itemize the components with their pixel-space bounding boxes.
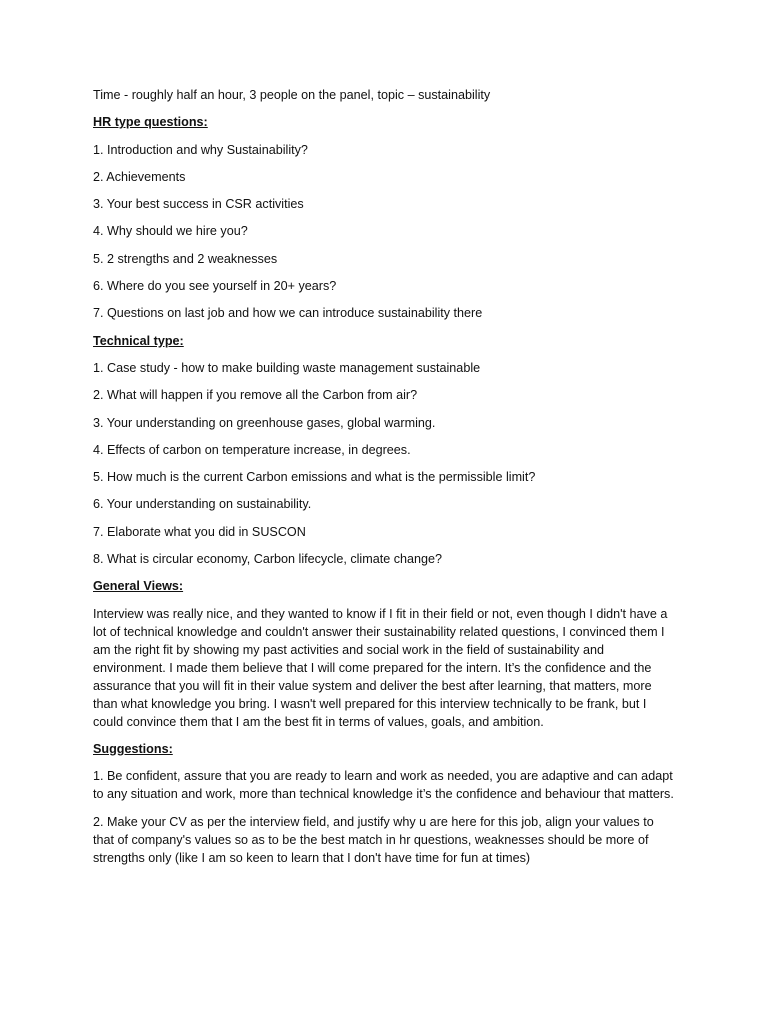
general-views-paragraph: Interview was really nice, and they wanted to know if I fit in their field or not, even though I didn't have a lot of technical knowledge and couldn't answer their sustainability related questions, I convinced them I am the right fit by showing my past activities and social work in the field of sustainability and environment. I made them believe that I will come prepared for the intern. It’s the confidence and the assurance that you will fit in their value system and deliver the best after learning, that matters, more than what knowledge you bring. I wasn't well prepared for this interview technically to be frank, but I could convince them that I am the best fit in terms of values, goals, and ambition.	[93, 606, 668, 729]
technical-question-3: 3. Your understanding on greenhouse gases, global warming.	[93, 415, 436, 430]
hr-question-4: 4. Why should we hire you?	[93, 224, 248, 239]
hr-question-5: 5. 2 strengths and 2 weaknesses	[93, 251, 278, 266]
technical-question-1: 1. Case study - how to make building waste management sustainable	[93, 360, 481, 375]
intro-line: Time - roughly half an hour, 3 people on the panel, topic – sustainability	[93, 88, 491, 102]
hr-question-1: 1. Introduction and why Sustainability?	[93, 142, 308, 157]
technical-question-5: 5. How much is the current Carbon emissions and what is the permissible limit?	[93, 470, 536, 485]
technical-questions-heading: Technical type:	[93, 333, 184, 348]
hr-question-7: 7. Questions on last job and how we can introduce sustainability there	[93, 306, 483, 321]
technical-question-8: 8. What is circular economy, Carbon lifecycle, climate change?	[93, 552, 443, 567]
technical-question-4: 4. Effects of carbon on temperature increase, in degrees.	[93, 442, 411, 457]
hr-question-3: 3. Your best success in CSR activities	[93, 197, 304, 212]
suggestion-1: 1. Be confident, assure that you are ready to learn and work as needed, you are adaptive and can adapt to any situation and work, more than technical knowledge it’s the confidence and behaviour that matters.	[93, 769, 674, 802]
suggestions-heading: Suggestions:	[93, 741, 173, 756]
technical-question-6: 6. Your understanding on sustainability.	[93, 497, 312, 512]
technical-question-7: 7. Elaborate what you did in SUSCON	[93, 524, 306, 539]
hr-question-6: 6. Where do you see yourself in 20+ years?	[93, 279, 337, 294]
general-views-heading: General Views:	[93, 579, 184, 594]
technical-question-2: 2. What will happen if you remove all the Carbon from air?	[93, 388, 418, 403]
document-page	[93, 86, 683, 876]
suggestion-2: 2. Make your CV as per the interview field, and justify why u are here for this job, align your values to that of company's values so as to be the best match in hr questions, weaknesses should be more of strengths only (like I am so keen to learn that I don't have time for fun at times)	[93, 814, 654, 865]
hr-questions-heading: HR type questions:	[93, 115, 208, 130]
hr-question-2: 2. Achievements	[93, 169, 186, 184]
